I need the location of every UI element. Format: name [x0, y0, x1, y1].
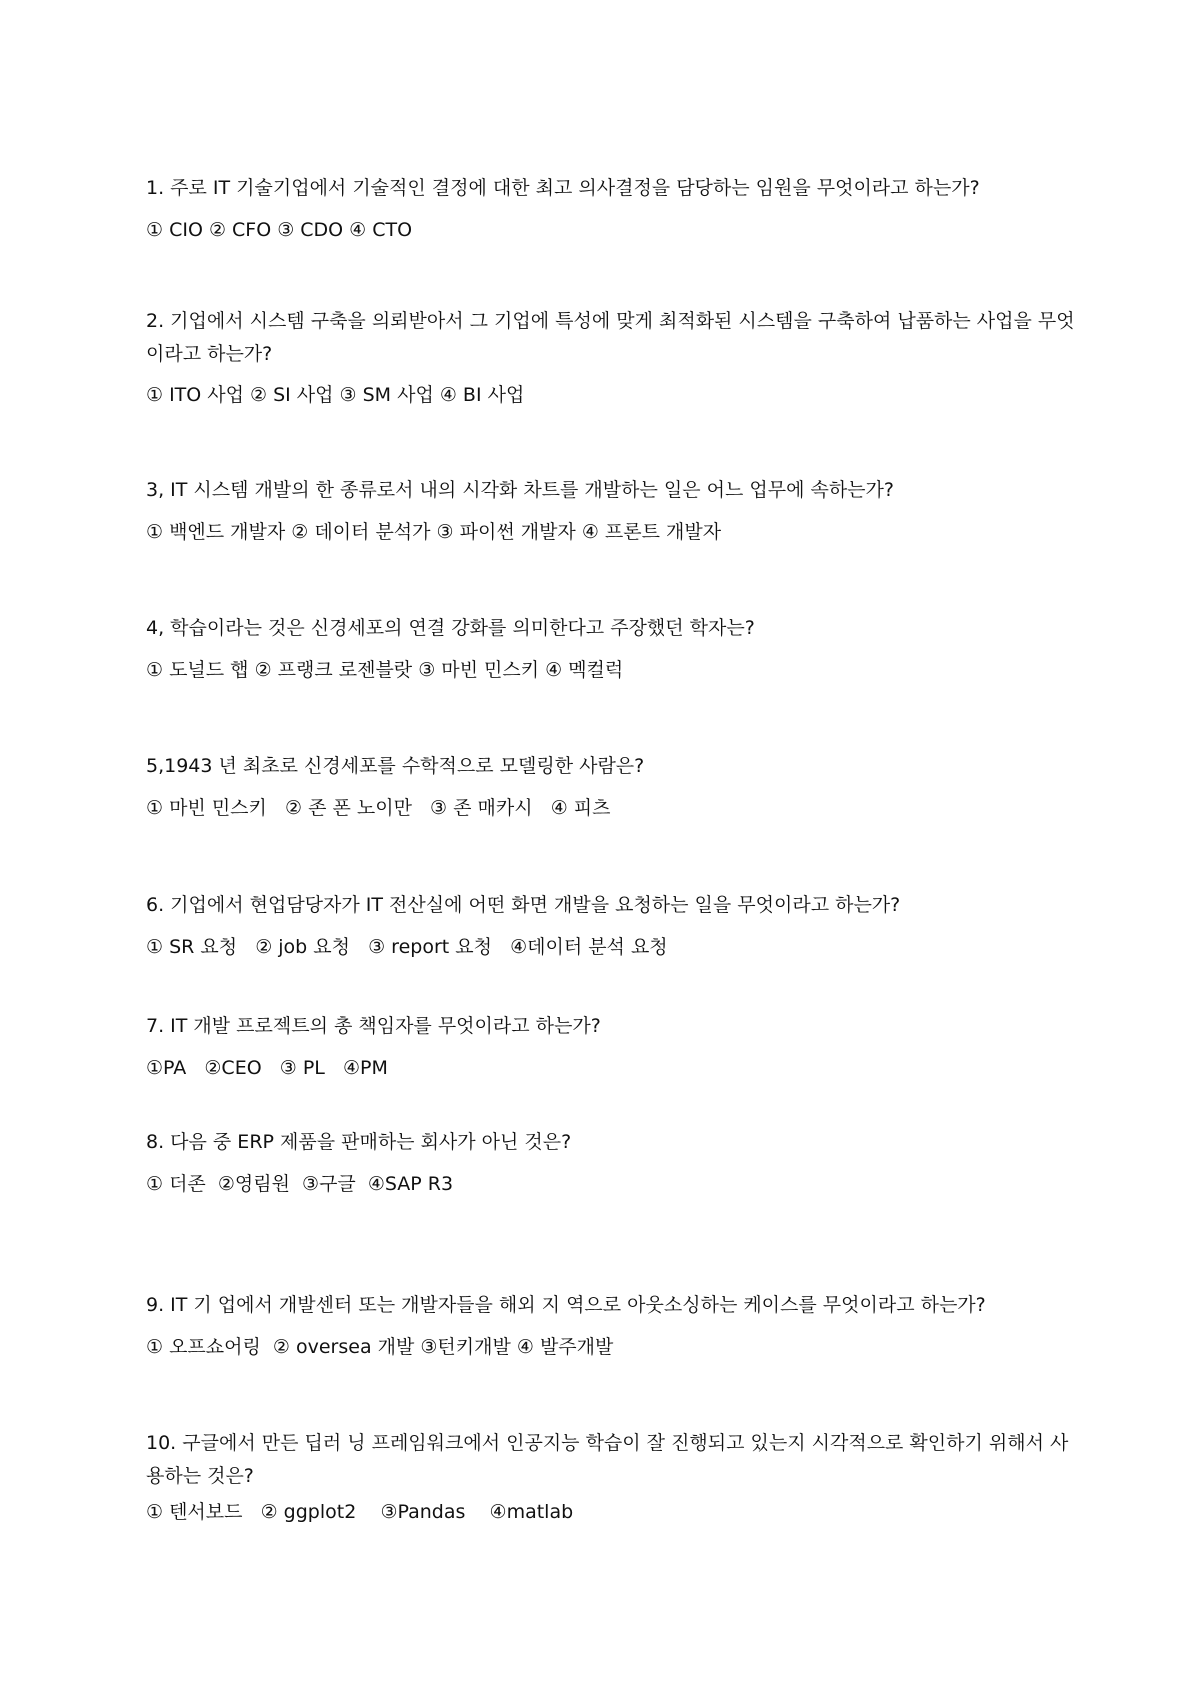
question-text: 5,1943 년 최초로 신경세포를 수학적으로 모델링한 사람은?: [146, 755, 645, 777]
answer-options: ① 오프쇼어링 ② oversea 개발 ③턴키개발 ④ 발주개발: [146, 1336, 614, 1358]
question-6: [146, 889, 1076, 960]
question-text: 6. 기업에서 현업담당자가 IT 전산실에 어떤 화면 개발을 요청하는 일을 무엇이라고 하는가?: [146, 894, 901, 916]
answer-options: ① 더존 ②영림원 ③구글 ④SAP R3: [146, 1173, 454, 1195]
question-text: 1. 주로 IT 기술기업에서 기술적인 결정에 대한 최고 의사결정을 담당하는 임원을 무엇이라고 하는가?: [146, 177, 980, 199]
answer-options: ① 도널드 햅 ② 프랭크 로젠블랏 ③ 마빈 민스키 ④ 멕컬럭: [146, 659, 624, 681]
question-text: 4, 학습이라는 것은 신경세포의 연결 강화를 의미한다고 주장했던 학자는?: [146, 617, 755, 639]
question-8: [146, 1126, 1076, 1197]
answer-options: ① 텐서보드 ② ggplot2 ③Pandas ④matlab: [146, 1501, 574, 1523]
question-text: 8. 다음 중 ERP 제품을 판매하는 회사가 아닌 것은?: [146, 1131, 572, 1153]
answer-options: ① 마빈 민스키 ② 존 폰 노이만 ③ 존 매카시 ④ 피츠: [146, 797, 611, 819]
question-text: 9. IT 기 업에서 개발센터 또는 개발자들을 해외 지 역으로 아웃소싱하는 케이스를 무엇이라고 하는가?: [146, 1294, 986, 1316]
question-3: [146, 474, 1076, 545]
answer-options: ① ITO 사업 ② SI 사업 ③ SM 사업 ④ BI 사업: [146, 384, 525, 406]
question-5: [146, 750, 1076, 821]
question-text: 10. 구글에서 만든 딥러 닝 프레임워크에서 인공지능 학습이 잘 진행되고 있는지 시각적으로 확인하기 위해서 사용하는 것은?: [146, 1432, 1069, 1487]
question-text: 2. 기업에서 시스템 구축을 의뢰받아서 그 기업에 특성에 맞게 최적화된 시스템을 구축하여 납품하는 사업을 무엇이라고 하는가?: [146, 310, 1075, 365]
question-text: 3, IT 시스템 개발의 한 종류로서 내의 시각화 차트를 개발하는 일은 어느 업무에 속하는가?: [146, 479, 894, 501]
question-9: [146, 1289, 1076, 1360]
question-1: [146, 172, 1076, 243]
answer-options: ① SR 요청 ② job 요청 ③ report 요청 ④데이터 분석 요청: [146, 936, 668, 958]
question-4: [146, 612, 1076, 683]
answer-options: ① 백엔드 개발자 ② 데이터 분석가 ③ 파이썬 개발자 ④ 프론트 개발자: [146, 521, 722, 543]
answer-options: ①PA ②CEO ③ PL ④PM: [146, 1057, 388, 1079]
answer-options: ① CIO ② CFO ③ CDO ④ CTO: [146, 219, 413, 241]
question-text: 7. IT 개발 프로젝트의 총 책임자를 무엇이라고 하는가?: [146, 1015, 601, 1037]
question-7: [146, 1010, 1076, 1081]
question-10: [146, 1427, 1076, 1525]
question-2: [146, 305, 1076, 408]
